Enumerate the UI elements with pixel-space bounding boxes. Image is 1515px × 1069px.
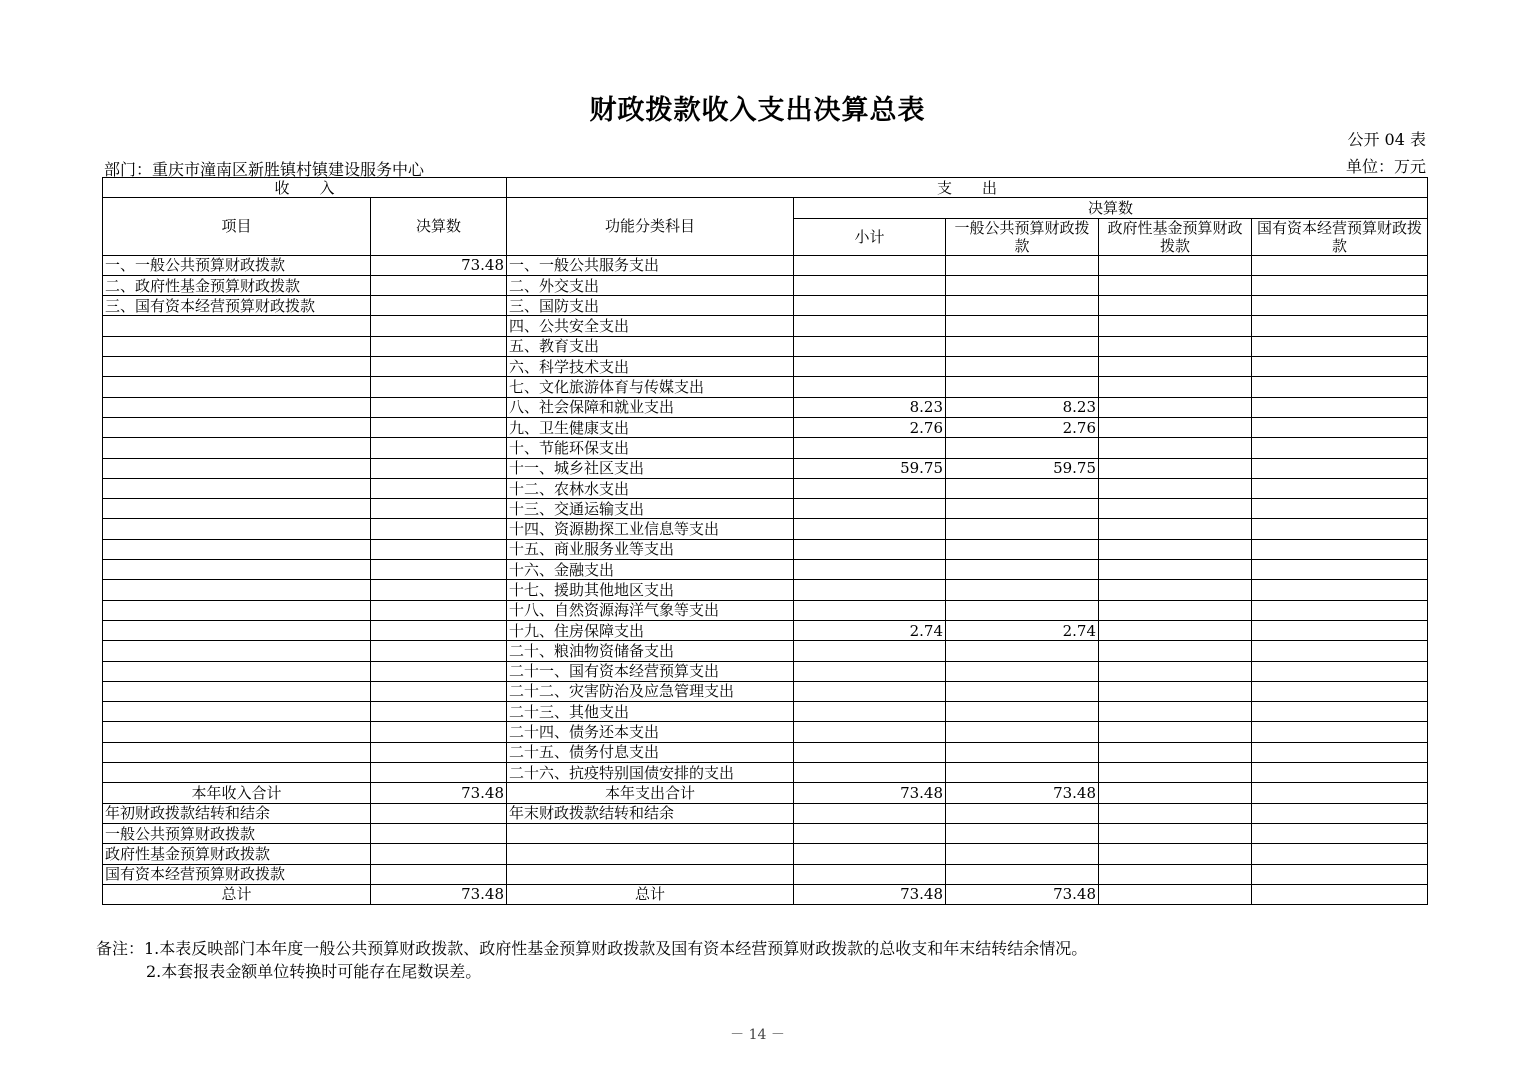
subtotal-value <box>794 519 946 539</box>
grand-total-general: 73.48 <box>946 884 1099 904</box>
income-amount <box>371 722 507 742</box>
expense-item: 二十二、灾害防治及应急管理支出 <box>507 681 794 701</box>
general-header: 一般公共预算财政拨款 <box>946 218 1099 255</box>
income-amount <box>371 357 507 377</box>
table-row <box>103 397 1428 417</box>
expense-item: 十八、自然资源海洋气象等支出 <box>507 600 794 620</box>
table-row <box>103 275 1428 295</box>
income-amount <box>371 681 507 701</box>
income-item: 二、政府性基金预算财政拨款 <box>103 275 371 295</box>
subtotal-value <box>794 438 946 458</box>
general-value <box>946 519 1099 539</box>
general-value <box>946 377 1099 397</box>
income-item <box>103 397 371 417</box>
gov-fund-value <box>1099 661 1252 681</box>
general-value <box>946 702 1099 722</box>
expense-item: 十一、城乡社区支出 <box>507 458 794 478</box>
gov-fund-value <box>1099 478 1252 498</box>
income-amount <box>371 560 507 580</box>
expense-item: 五、教育支出 <box>507 336 794 356</box>
table-row <box>103 519 1428 539</box>
state-capital-value <box>1252 499 1428 519</box>
state-capital-value <box>1252 438 1428 458</box>
income-amount <box>371 397 507 417</box>
gov-fund-value <box>1099 417 1252 437</box>
general-value <box>946 275 1099 295</box>
item-header: 项目 <box>103 198 371 255</box>
expense-total-label: 本年支出合计 <box>507 783 794 803</box>
begin-balance-label: 年初财政拨款结转和结余 <box>103 803 371 823</box>
subtotal-header: 小计 <box>794 218 946 255</box>
notes <box>96 937 1087 983</box>
income-amount <box>371 438 507 458</box>
subtotal-value: 2.74 <box>794 620 946 640</box>
income-item <box>103 722 371 742</box>
income-item <box>103 560 371 580</box>
income-item <box>103 742 371 762</box>
grand-total-income: 73.48 <box>371 884 507 904</box>
state-capital-value <box>1252 702 1428 722</box>
expense-item: 七、文化旅游体育与传媒支出 <box>507 377 794 397</box>
state-capital-value <box>1252 519 1428 539</box>
income-item: 一、一般公共预算财政拨款 <box>103 255 371 275</box>
gov-fund-value <box>1099 722 1252 742</box>
subtotal-value <box>794 722 946 742</box>
expense-item: 二十一、国有资本经营预算支出 <box>507 661 794 681</box>
state-capital-value <box>1252 275 1428 295</box>
income-amount <box>371 661 507 681</box>
general-value <box>946 478 1099 498</box>
general-value <box>946 600 1099 620</box>
income-item <box>103 620 371 640</box>
income-item <box>103 661 371 681</box>
expense-total-general: 73.48 <box>946 783 1099 803</box>
expense-item: 四、公共安全支出 <box>507 316 794 336</box>
subtotal-value <box>794 560 946 580</box>
income-item: 三、国有资本经营预算财政拨款 <box>103 296 371 316</box>
income-amount <box>371 620 507 640</box>
gov-fund-value <box>1099 316 1252 336</box>
expense-item: 九、卫生健康支出 <box>507 417 794 437</box>
income-amount <box>371 600 507 620</box>
subtotal-value <box>794 661 946 681</box>
income-item <box>103 377 371 397</box>
note-line-1: 备注：1.本表反映部门本年度一般公共预算财政拨款、政府性基金预算财政拨款及国有资本经营预算财政拨款的总收支和年末结转结余情况。 <box>96 939 1088 958</box>
general-value <box>946 438 1099 458</box>
expense-total-subtotal: 73.48 <box>794 783 946 803</box>
table-row <box>103 722 1428 742</box>
begin-gov-fund-label: 政府性基金预算财政拨款 <box>103 844 371 864</box>
table-row <box>103 458 1428 478</box>
income-item <box>103 336 371 356</box>
subtotal-value <box>794 681 946 701</box>
func-class-header: 功能分类科目 <box>507 198 794 255</box>
general-value <box>946 560 1099 580</box>
subtotal-value <box>794 357 946 377</box>
end-balance-label: 年末财政拨款结转和结余 <box>507 803 794 823</box>
expense-total-state-capital <box>1252 783 1428 803</box>
expense-item: 八、社会保障和就业支出 <box>507 397 794 417</box>
income-amount <box>371 742 507 762</box>
income-amount <box>371 458 507 478</box>
state-capital-value <box>1252 478 1428 498</box>
table-row <box>103 580 1428 600</box>
general-value <box>946 722 1099 742</box>
table-row <box>103 499 1428 519</box>
expense-item: 六、科学技术支出 <box>507 357 794 377</box>
unit-label: 单位：万元 <box>1345 157 1426 176</box>
income-item <box>103 681 371 701</box>
expense-item: 十七、援助其他地区支出 <box>507 580 794 600</box>
income-item <box>103 417 371 437</box>
gov-fund-value <box>1099 763 1252 783</box>
gov-fund-value <box>1099 681 1252 701</box>
decision-header: 决算数 <box>794 198 1428 218</box>
table-row <box>103 600 1428 620</box>
state-capital-value <box>1252 722 1428 742</box>
gov-fund-value <box>1099 600 1252 620</box>
gov-fund-value <box>1099 519 1252 539</box>
income-amount <box>371 417 507 437</box>
state-capital-value <box>1252 681 1428 701</box>
general-value <box>946 580 1099 600</box>
table-row <box>103 438 1428 458</box>
table-row <box>103 255 1428 275</box>
income-amount <box>371 316 507 336</box>
table-row <box>103 478 1428 498</box>
state-capital-value <box>1252 417 1428 437</box>
expense-item: 二十五、债务付息支出 <box>507 742 794 762</box>
gov-fund-value <box>1099 336 1252 356</box>
gov-fund-value <box>1099 742 1252 762</box>
grand-total-label: 总计 <box>103 884 371 904</box>
gov-fund-value <box>1099 255 1252 275</box>
gov-fund-value <box>1099 620 1252 640</box>
income-item <box>103 499 371 519</box>
expense-header: 支 出 <box>507 178 1428 198</box>
income-item <box>103 641 371 661</box>
expense-item: 十、节能环保支出 <box>507 438 794 458</box>
expense-item: 二十、粮油物资储备支出 <box>507 641 794 661</box>
subtotal-value <box>794 478 946 498</box>
general-value <box>946 641 1099 661</box>
income-amount <box>371 377 507 397</box>
general-value <box>946 681 1099 701</box>
subtotal-value <box>794 255 946 275</box>
income-amount <box>371 336 507 356</box>
income-item <box>103 519 371 539</box>
gov-fund-header: 政府性基金预算财政拨款 <box>1099 218 1252 255</box>
income-item <box>103 580 371 600</box>
table-row <box>103 560 1428 580</box>
gov-fund-value <box>1099 499 1252 519</box>
expense-item: 十三、交通运输支出 <box>507 499 794 519</box>
table-row <box>103 641 1428 661</box>
state-capital-value <box>1252 397 1428 417</box>
expense-item: 二十六、抗疫特别国债安排的支出 <box>507 763 794 783</box>
subtotal-value <box>794 600 946 620</box>
amount-header: 决算数 <box>371 198 507 255</box>
state-capital-value <box>1252 296 1428 316</box>
table-row <box>103 417 1428 437</box>
gov-fund-value <box>1099 357 1252 377</box>
general-value <box>946 763 1099 783</box>
subtotal-value <box>794 763 946 783</box>
income-amount <box>371 296 507 316</box>
expense-item: 二十三、其他支出 <box>507 702 794 722</box>
state-capital-value <box>1252 763 1428 783</box>
income-amount <box>371 641 507 661</box>
expense-item: 十二、农林水支出 <box>507 478 794 498</box>
income-item <box>103 763 371 783</box>
subtotal-value <box>794 539 946 559</box>
table-row <box>103 681 1428 701</box>
state-capital-value <box>1252 620 1428 640</box>
table-row <box>103 296 1428 316</box>
table-row <box>103 661 1428 681</box>
general-value: 2.74 <box>946 620 1099 640</box>
begin-state-capital-label: 国有资本经营预算财政拨款 <box>103 864 371 884</box>
income-amount <box>371 702 507 722</box>
table-row <box>103 316 1428 336</box>
state-capital-value <box>1252 641 1428 661</box>
expense-item: 十六、金融支出 <box>507 560 794 580</box>
expense-item: 一、一般公共服务支出 <box>507 255 794 275</box>
expense-item: 十四、资源勘探工业信息等支出 <box>507 519 794 539</box>
subtotal-value <box>794 316 946 336</box>
grand-total-expense-label: 总计 <box>507 884 794 904</box>
income-total-label: 本年收入合计 <box>103 783 371 803</box>
state-capital-value <box>1252 600 1428 620</box>
page-title: 财政拨款收入支出决算总表 <box>589 95 926 126</box>
table-row <box>103 357 1428 377</box>
table-row <box>103 702 1428 722</box>
department-label: 部门：重庆市潼南区新胜镇村镇建设服务中心 <box>104 160 425 179</box>
gov-fund-value <box>1099 702 1252 722</box>
note-line-2: 2.本套报表金额单位转换时可能存在尾数误差。 <box>146 962 482 981</box>
state-capital-value <box>1252 661 1428 681</box>
state-capital-value <box>1252 377 1428 397</box>
state-capital-value <box>1252 560 1428 580</box>
gov-fund-value <box>1099 539 1252 559</box>
general-value: 2.76 <box>946 417 1099 437</box>
income-amount <box>371 275 507 295</box>
state-capital-value <box>1252 539 1428 559</box>
begin-general-label: 一般公共预算财政拨款 <box>103 823 371 843</box>
general-value: 59.75 <box>946 458 1099 478</box>
subtotal-value: 2.76 <box>794 417 946 437</box>
general-value: 8.23 <box>946 397 1099 417</box>
gov-fund-value <box>1099 377 1252 397</box>
state-capital-value <box>1252 458 1428 478</box>
subtotal-value: 59.75 <box>794 458 946 478</box>
general-value <box>946 357 1099 377</box>
income-amount <box>371 580 507 600</box>
table-row <box>103 377 1428 397</box>
subtotal-value: 8.23 <box>794 397 946 417</box>
income-item <box>103 438 371 458</box>
subtotal-value <box>794 702 946 722</box>
table-number: 公开 04 表 <box>1347 130 1426 149</box>
subtotal-value <box>794 275 946 295</box>
income-amount <box>371 499 507 519</box>
state-capital-value <box>1252 357 1428 377</box>
state-capital-value <box>1252 316 1428 336</box>
expense-item: 二、外交支出 <box>507 275 794 295</box>
income-amount <box>371 539 507 559</box>
state-capital-value <box>1252 742 1428 762</box>
subtotal-value <box>794 742 946 762</box>
subtotal-value <box>794 296 946 316</box>
general-value <box>946 742 1099 762</box>
income-amount: 73.48 <box>371 255 507 275</box>
expense-item: 十九、住房保障支出 <box>507 620 794 640</box>
subtotal-value <box>794 580 946 600</box>
state-capital-header: 国有资本经营预算财政拨款 <box>1252 218 1428 255</box>
general-value <box>946 661 1099 681</box>
gov-fund-value <box>1099 641 1252 661</box>
state-capital-value <box>1252 336 1428 356</box>
table-row <box>103 539 1428 559</box>
expense-total-gov-fund <box>1099 783 1252 803</box>
general-value <box>946 539 1099 559</box>
general-value <box>946 336 1099 356</box>
budget-table <box>102 177 1428 905</box>
income-item <box>103 458 371 478</box>
income-item <box>103 357 371 377</box>
expense-item: 三、国防支出 <box>507 296 794 316</box>
income-header: 收 入 <box>103 178 507 198</box>
grand-total-subtotal: 73.48 <box>794 884 946 904</box>
gov-fund-value <box>1099 275 1252 295</box>
subtotal-value <box>794 336 946 356</box>
page-number: － 14 － <box>730 1027 785 1043</box>
table-row <box>103 336 1428 356</box>
subtotal-value <box>794 377 946 397</box>
table-row <box>103 763 1428 783</box>
gov-fund-value <box>1099 296 1252 316</box>
state-capital-value <box>1252 580 1428 600</box>
income-item <box>103 316 371 336</box>
table-row <box>103 742 1428 762</box>
expense-item: 二十四、债务还本支出 <box>507 722 794 742</box>
income-amount <box>371 763 507 783</box>
table-row <box>103 620 1428 640</box>
income-total-value: 73.48 <box>371 783 507 803</box>
income-item <box>103 539 371 559</box>
subtotal-value <box>794 641 946 661</box>
income-item <box>103 702 371 722</box>
income-item <box>103 478 371 498</box>
subtotal-value <box>794 499 946 519</box>
gov-fund-value <box>1099 560 1252 580</box>
income-amount <box>371 519 507 539</box>
general-value <box>946 296 1099 316</box>
state-capital-value <box>1252 255 1428 275</box>
general-value <box>946 499 1099 519</box>
income-amount <box>371 478 507 498</box>
gov-fund-value <box>1099 397 1252 417</box>
gov-fund-value <box>1099 438 1252 458</box>
gov-fund-value <box>1099 580 1252 600</box>
general-value <box>946 255 1099 275</box>
gov-fund-value <box>1099 458 1252 478</box>
general-value <box>946 316 1099 336</box>
expense-item: 十五、商业服务业等支出 <box>507 539 794 559</box>
income-item <box>103 600 371 620</box>
